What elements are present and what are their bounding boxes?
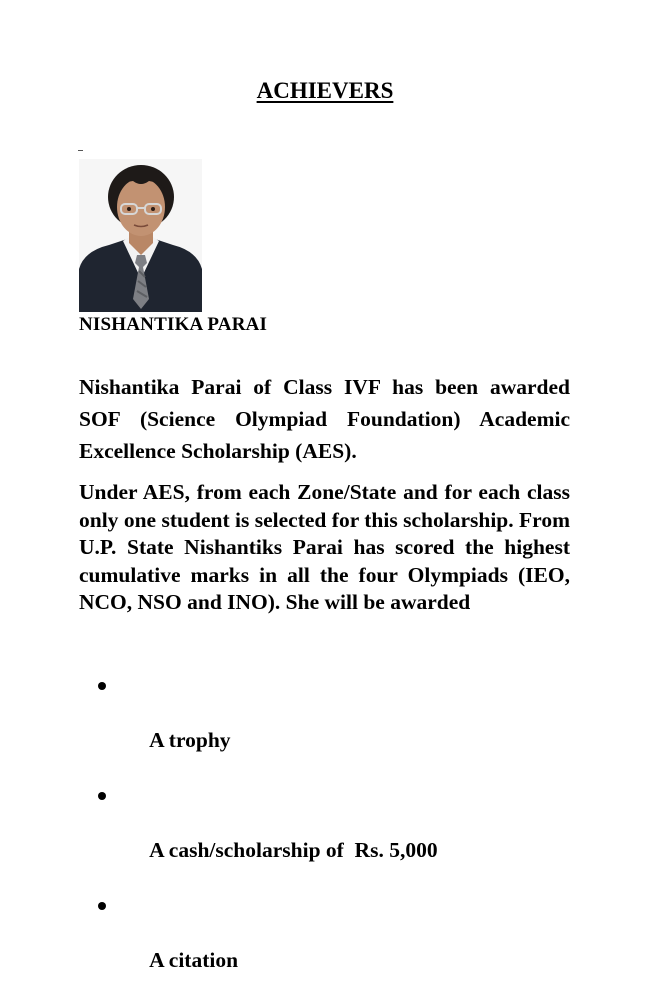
bullet-icon — [98, 792, 106, 800]
awards-list — [96, 672, 438, 1002]
list-item — [96, 892, 438, 1002]
award-label: A cash/scholarship of Rs. 5,000 — [149, 838, 438, 862]
bullet-icon — [98, 682, 106, 690]
award-label: A citation — [149, 948, 239, 972]
award-label: A trophy — [149, 728, 231, 752]
list-item — [96, 672, 438, 782]
stray-mark — [78, 150, 83, 151]
page-title: ACHIEVERS — [256, 78, 394, 103]
list-item — [96, 782, 438, 892]
award-paragraph: Nishantika Parai of Class IVF has been awarded SOF (Science Olympiad Foundation) Academic Excellence Scholarship (AES). — [79, 375, 570, 463]
student-name: NISHANTIKA PARAI — [79, 314, 268, 335]
details-paragraph: Under AES, from each Zone/State and for each class only one student is selected for this scholarship. From U.P. State Nishantiks Parai has scored the highest cumulative marks in all the four Olympiads (IEO, NCO, NSO and INO). She will be awarded — [79, 480, 570, 614]
bullet-icon — [98, 902, 106, 910]
student-photo — [79, 159, 202, 312]
